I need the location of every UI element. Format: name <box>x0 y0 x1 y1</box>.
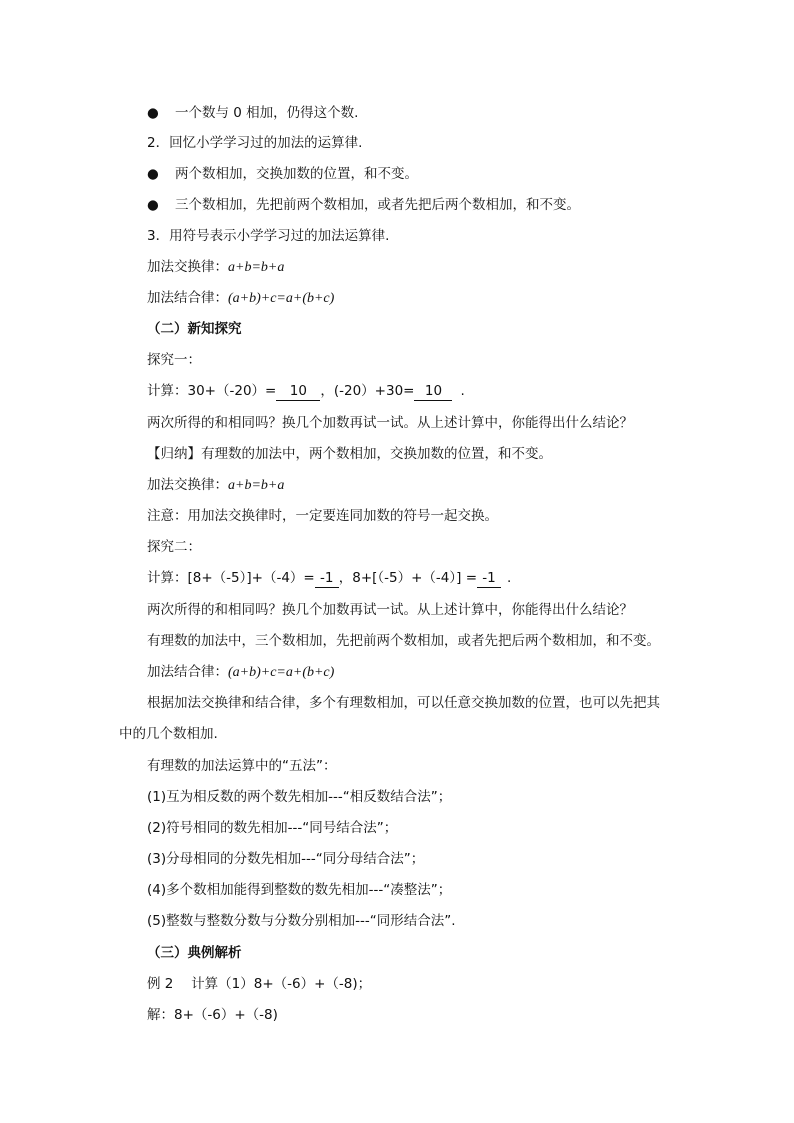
method-item-2: (2)符号相同的数先相加---“同号结合法”； <box>147 820 398 836</box>
method-item-5: (5)整数与整数分数与分数分别相加---“同形结合法”. <box>147 913 456 929</box>
method-item-3: (3)分母相同的分数先相加---“同分母结合法”； <box>147 851 425 867</box>
law-formula: (a+b)+c=a+(b+c) <box>228 291 335 306</box>
bullet-item-3 <box>147 195 580 215</box>
example-line: 例 2 计算（1）8+（-6）+（-8)； <box>147 976 372 992</box>
section-heading-2: （二）新知探究 <box>147 321 242 337</box>
answer-blank: -1 <box>477 570 501 588</box>
explore-2-title: 探究二： <box>147 539 201 555</box>
bullet-item-2 <box>147 164 418 184</box>
law-label: 加法结合律： <box>147 664 228 680</box>
calc-text: 计算：[8+（-5）]+（-4）= <box>147 570 315 586</box>
law-label: 加法交换律： <box>147 259 228 275</box>
associative-law-line <box>147 288 334 309</box>
numbered-item-3: 3．用符号表示小学学习过的加法运算律. <box>147 228 390 244</box>
bullet-dot: ● <box>147 105 159 121</box>
section-heading-3: （三）典例解析 <box>147 945 242 961</box>
question-line: 两次所得的和相同吗？换几个加数再试一试。从上述计算中，你能得出什么结论？ <box>147 415 633 431</box>
law-formula: (a+b)+c=a+(b+c) <box>228 665 335 680</box>
calc-text: ，8+[（-5）+（-4）] = <box>338 570 478 586</box>
law-label: 加法交换律： <box>147 477 228 493</box>
commutative-law-line <box>147 257 284 278</box>
numbered-item-2: 2．回忆小学学习过的加法的运算律. <box>147 135 363 151</box>
answer-blank: 10 <box>276 383 320 401</box>
law-formula: a+b=b+a <box>228 478 285 493</box>
line-text: 三个数相加，先把前两个数相加，或者先把后两个数相加，和不变。 <box>175 197 580 213</box>
answer-blank: 10 <box>414 383 452 401</box>
bullet-dot: ● <box>147 166 159 182</box>
bullet-item-1 <box>147 103 358 123</box>
paragraph-line: 中的几个数相加. <box>119 726 218 742</box>
note-line: 注意：用加法交换律时，一定要连同加数的符号一起交换。 <box>147 508 498 524</box>
bullet-dot: ● <box>147 197 159 213</box>
method-item-1: (1)互为相反数的两个数先相加---“相反数结合法”； <box>147 789 452 805</box>
five-methods-intro: 有理数的加法运算中的“五法”： <box>147 758 337 774</box>
question-line: 两次所得的和相同吗？换几个加数再试一试。从上述计算中，你能得出什么结论？ <box>147 602 633 618</box>
law-label: 加法结合律： <box>147 290 228 306</box>
solution-line: 解：8+（-6）+（-8) <box>147 1007 278 1023</box>
calc-period: . <box>507 570 512 586</box>
associative-conclusion: 有理数的加法中，三个数相加，先把前两个数相加，或者先把后两个数相加，和不变。 <box>147 633 660 649</box>
calc-period: . <box>460 383 465 399</box>
method-item-4: (4)多个数相加能得到整数的数先相加---“凑整法”； <box>147 882 452 898</box>
explore-2-calc <box>147 568 511 588</box>
line-text: 一个数与 0 相加，仍得这个数. <box>175 105 359 121</box>
line-text: 两个数相加，交换加数的位置，和不变。 <box>175 166 418 182</box>
calc-text: ，(-20）+30= <box>320 383 415 399</box>
associative-law-line <box>147 662 334 683</box>
explore-1-calc <box>147 381 465 401</box>
paragraph-line: 根据加法交换律和结合律，多个有理数相加，可以任意交换加数的位置，也可以先把其 <box>147 695 660 711</box>
commutative-law-line <box>147 475 284 496</box>
explore-1-title: 探究一： <box>147 352 201 368</box>
law-formula: a+b=b+a <box>228 260 285 275</box>
summary-line: 【归纳】有理数的加法中，两个数相加，交换加数的位置，和不变。 <box>147 446 552 462</box>
answer-blank: -1 <box>315 570 339 588</box>
calc-text: 计算：30+（-20）= <box>147 383 277 399</box>
